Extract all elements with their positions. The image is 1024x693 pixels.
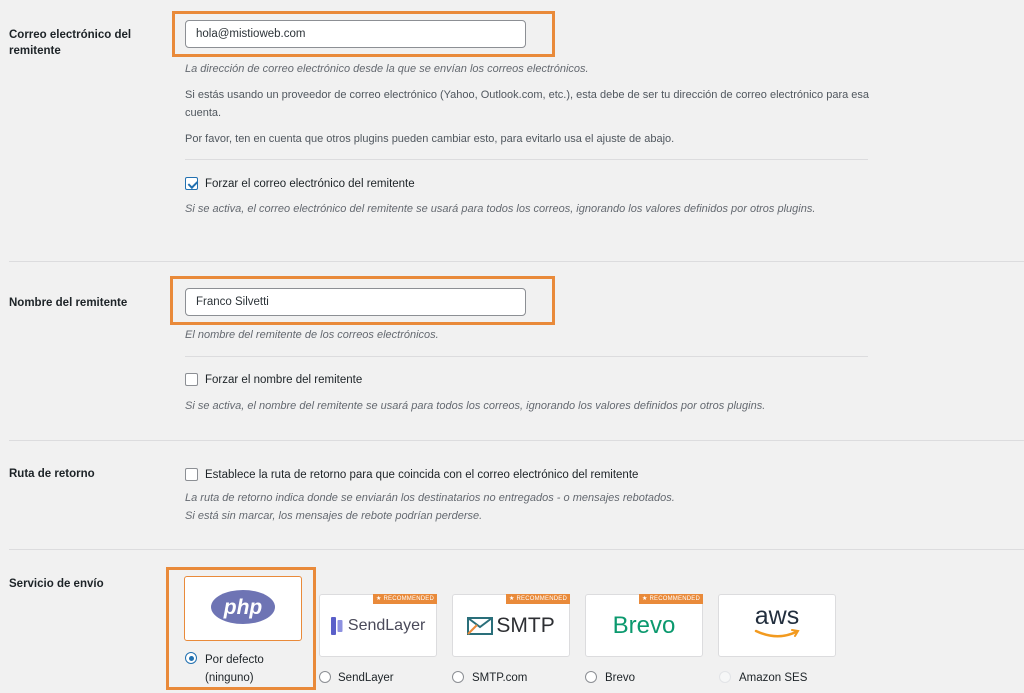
from-email-description: La dirección de correo electrónico desde la que se envían los correos electrónicos.	[185, 63, 589, 75]
from-email-input[interactable]: hola@mistioweb.com	[185, 20, 526, 48]
mailer-label-smtp[interactable]: SMTP.com	[472, 672, 528, 684]
return-path-check-label[interactable]: Establece la ruta de retorno para que coincida con el correo electrónico del remitente	[205, 469, 639, 481]
mailer-label-amazon-ses[interactable]: Amazon SES	[739, 672, 808, 684]
divider	[185, 159, 868, 160]
svg-text:php: php	[223, 596, 263, 619]
recommended-badge: ★ RECOMMENDED	[373, 594, 437, 604]
return-path-checkbox[interactable]	[185, 468, 198, 481]
return-path-description: La ruta de retorno indica donde se enviarán los destinatarios no entregados - o mensajes rebotados.	[185, 492, 675, 504]
mailer-radio-amazon-ses[interactable]	[719, 671, 731, 683]
mailer-radio-default[interactable]	[185, 652, 197, 664]
aws-logo: aws	[719, 603, 835, 639]
from-email-provider-note: Si estás usando un proveedor de correo electrónico (Yahoo, Outlook.com, etc.), esta debe de ser tu dirección de correo electrónico para esa cuenta.	[185, 89, 870, 119]
from-name-description: El nombre del remitente de los correos electrónicos.	[185, 329, 439, 341]
mailer-label-sendlayer[interactable]: SendLayer	[338, 672, 394, 684]
from-email-plugins-note: Por favor, ten en cuenta que otros plugins pueden cambiar esto, para evitarlo usa el ajuste de abajo.	[185, 133, 675, 145]
mailer-label-default[interactable]: Por defecto (ninguno)	[205, 654, 264, 684]
from-name-label: Nombre del remitente	[9, 297, 128, 309]
force-from-email-description: Si se activa, el correo electrónico del remitente se usará para todos los correos, ignorando los valores definidos por otros plugins.	[185, 203, 816, 215]
mailer-option-brevo[interactable]	[585, 594, 703, 657]
mailer-option-sendlayer[interactable]	[319, 594, 437, 657]
mailer-radio-smtp[interactable]	[452, 671, 464, 683]
mailer-label: Servicio de envío	[9, 578, 104, 590]
php-logo	[185, 589, 301, 628]
force-from-name-label[interactable]: Forzar el nombre del remitente	[205, 374, 363, 386]
recommended-badge: ★ RECOMMENDED	[639, 594, 703, 604]
sendlayer-logo: SendLayer	[320, 617, 436, 635]
recommended-badge: ★ RECOMMENDED	[506, 594, 570, 604]
mailer-radio-brevo[interactable]	[585, 671, 597, 683]
brevo-logo: Brevo	[612, 612, 676, 639]
mailer-label-brevo[interactable]: Brevo	[605, 672, 636, 684]
section-divider	[9, 261, 1024, 262]
from-email-label: Correo electrónico del remitente	[9, 29, 132, 57]
divider	[185, 356, 868, 357]
section-divider	[9, 549, 1024, 550]
return-path-warning: Si está sin marcar, los mensajes de rebote podrían perderse.	[185, 510, 483, 522]
force-from-name-checkbox[interactable]	[185, 373, 198, 386]
mailer-option-amazon-ses[interactable]	[718, 594, 836, 657]
mailer-option-php[interactable]	[184, 576, 302, 641]
smtp-logo: SMTP	[453, 614, 569, 638]
force-from-email-checkbox[interactable]	[185, 177, 198, 190]
force-from-email-label[interactable]: Forzar el correo electrónico del remitente	[205, 178, 415, 190]
force-from-name-description: Si se activa, el nombre del remitente se usará para todos los correos, ignorando los valores definidos por otros plugins.	[185, 400, 766, 412]
from-name-input[interactable]: Franco Silvetti	[185, 288, 526, 316]
section-divider	[9, 440, 1024, 441]
mailer-option-smtp[interactable]	[452, 594, 570, 657]
return-path-label: Ruta de retorno	[9, 468, 95, 480]
mailer-radio-sendlayer[interactable]	[319, 671, 331, 683]
